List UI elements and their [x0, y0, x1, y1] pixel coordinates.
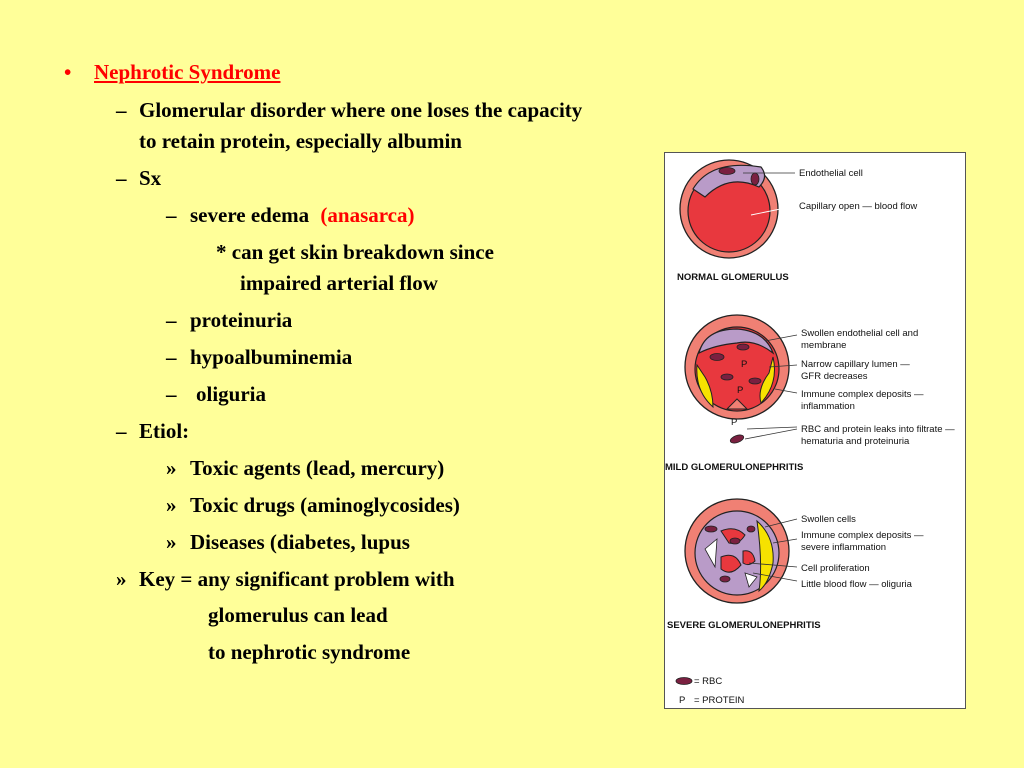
- glomerulus-diagram: [665, 153, 967, 710]
- severe-label-proliferation: Cell proliferation: [801, 563, 870, 574]
- mild-label-rbc-2: hematuria and proteinuria: [801, 436, 910, 447]
- dash-marker: –: [116, 98, 127, 122]
- dash-marker: –: [166, 203, 177, 227]
- raquo-marker: »: [166, 456, 177, 480]
- skin-note-line-1: * can get skin breakdown since: [216, 240, 494, 264]
- normal-heading: NORMAL GLOMERULUS: [677, 272, 789, 283]
- key-line-2: glomerulus can lead: [208, 603, 388, 627]
- raquo-marker: »: [166, 493, 177, 517]
- key-line-3: to nephrotic syndrome: [208, 640, 411, 664]
- severe-glomerulonephritis-drawing: [685, 499, 797, 603]
- raquo-marker: »: [116, 567, 127, 591]
- sx-heading: Sx: [139, 166, 162, 190]
- normal-glomerulus-drawing: [680, 160, 795, 258]
- mild-label-immune-1: Immune complex deposits —: [801, 389, 924, 400]
- etiol-heading: Etiol:: [139, 419, 190, 443]
- mild-label-rbc-1: RBC and protein leaks into filtrate —: [801, 424, 955, 435]
- severe-label-blood-flow: Little blood flow — oliguria: [801, 579, 912, 590]
- title-bullet: •: [64, 60, 72, 84]
- symptom-oliguria: oliguria: [196, 382, 267, 406]
- mild-p-mark-2: P: [737, 385, 744, 396]
- legend-rbc-swatch: [676, 678, 692, 685]
- mild-p-mark-3: P: [731, 417, 738, 428]
- mild-label-narrow-1: Narrow capillary lumen —: [801, 359, 910, 370]
- mild-label-swollen-2: membrane: [801, 340, 847, 351]
- mild-glomerulonephritis-drawing: [685, 315, 797, 445]
- anasarca-note: (anasarca): [320, 203, 415, 227]
- skin-note-line-2: impaired arterial flow: [240, 271, 438, 295]
- etiol-toxic-drugs: Toxic drugs (aminoglycosides): [190, 493, 460, 517]
- mild-heading: MILD GLOMERULONEPHRITIS: [665, 462, 804, 473]
- normal-label-endothelial: Endothelial cell: [799, 168, 863, 179]
- mild-label-swollen-1: Swollen endothelial cell and: [801, 328, 919, 339]
- mild-label-narrow-2: GFR decreases: [801, 371, 868, 382]
- severe-label-swollen: Swollen cells: [801, 514, 856, 525]
- dash-marker: –: [116, 166, 127, 190]
- etiol-diseases: Diseases (diabetes, lupus: [190, 530, 410, 554]
- dash-marker: –: [116, 419, 127, 443]
- symptom-edema: severe edema: [190, 203, 310, 227]
- definition-line-1: Glomerular disorder where one loses the capacity: [139, 98, 583, 122]
- mild-label-immune-2: inflammation: [801, 401, 855, 412]
- dash-marker: –: [166, 345, 177, 369]
- dash-marker: –: [166, 308, 177, 332]
- etiol-toxic-agents: Toxic agents (lead, mercury): [190, 456, 445, 480]
- severe-label-immune-1: Immune complex deposits —: [801, 530, 924, 541]
- normal-label-capillary: Capillary open — blood flow: [799, 201, 918, 212]
- symptom-proteinuria: proteinuria: [190, 308, 293, 332]
- mild-p-mark-1: P: [741, 359, 748, 370]
- severe-heading: SEVERE GLOMERULONEPHRITIS: [667, 620, 821, 631]
- definition-line-2: to retain protein, especially albumin: [139, 129, 462, 153]
- legend-p-mark: P: [679, 695, 686, 706]
- glomerulus-figure: [664, 152, 966, 709]
- symptom-hypoalbuminemia: hypoalbuminemia: [190, 345, 353, 369]
- slide-title: Nephrotic Syndrome: [94, 60, 281, 84]
- severe-label-immune-2: severe inflammation: [801, 542, 887, 553]
- legend-protein: = PROTEIN: [694, 695, 745, 706]
- raquo-marker: »: [166, 530, 177, 554]
- legend-rbc: = RBC: [694, 676, 723, 687]
- dash-marker: –: [166, 382, 177, 406]
- key-line-1: Key = any significant problem with: [139, 567, 455, 591]
